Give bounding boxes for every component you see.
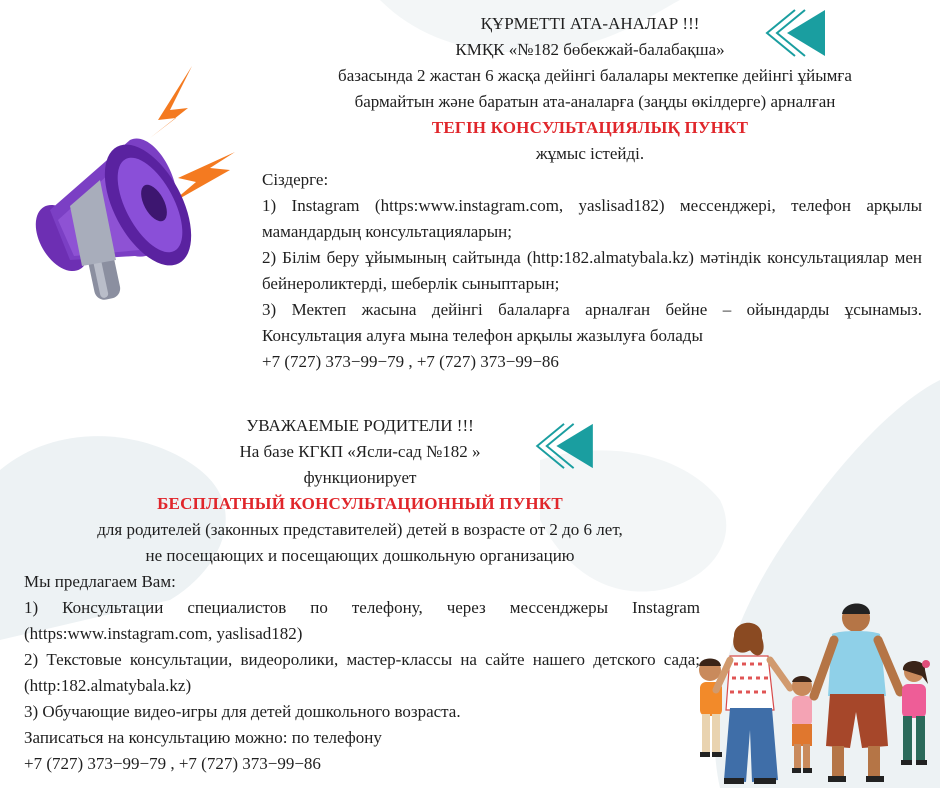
kz-highlight: ТЕГІН КОНСУЛЬТАЦИЯЛЫҚ ПУНКТ — [431, 118, 749, 137]
ru-line1: для родителей (законных представителей) детей в возрасте от 2 до 6 лет, — [97, 520, 623, 539]
kz-item-2: 2) Білім беру ұйымының сайтында (http:182.almatybala.kz) мәтіндік консультациялар мен бейнероликтерді, шеберлік сыныптарын; — [262, 248, 922, 293]
ru-item-3: 3) Обучающие видео-игры для детей дошкольного возраста. — [24, 702, 461, 721]
kz-line2: бармайтын және баратын ата-аналарға (заңды өкілдерге) арналған — [354, 92, 836, 111]
ru-item-2: 2) Текстовые консультации, видеоролики, мастер-классы на сайте нашего детского сада; (http:182.almatybala.kz) — [24, 650, 700, 695]
ru-org: На базе КГКП «Ясли-сад №182 » — [239, 442, 481, 461]
ru-phones: +7 (727) 373−99−79 , +7 (727) 373−99−86 — [24, 754, 321, 773]
ru-works: функционирует — [303, 468, 417, 487]
chevron-arrows-icon — [535, 422, 595, 470]
kz-offer-intro: Сіздерге: — [262, 170, 329, 189]
ru-signup: Записаться на консультацию можно: по телефону — [24, 728, 382, 747]
kz-org: КМҚК «№182 бөбекжай-балабақша» — [455, 40, 725, 59]
kz-phones: +7 (727) 373−99−79 , +7 (727) 373−99−86 — [262, 352, 559, 371]
family-illustration — [690, 600, 938, 788]
ru-highlight: БЕСПЛАТНЫЙ КОНСУЛЬТАЦИОННЫЙ ПУНКТ — [157, 494, 563, 513]
kz-line1: базасында 2 жастан 6 жасқа дейінгі балалары мектепке дейінгі ұйымға — [338, 66, 852, 85]
kz-works: жұмыс істейді. — [535, 144, 645, 163]
kz-item-3: 3) Мектеп жасына дейінгі балаларға арналған бейне – ойындарды ұсынамыз. Консультация алуға мына телефон арқылы жазылуға болады — [262, 300, 922, 345]
ru-item-1: 1) Консультации специалистов по телефону, через мессенджеры Instagram (https:www.instagram.com, yaslisad182) — [24, 598, 700, 643]
ru-line2: не посещающих и посещающих дошкольную организацию — [145, 546, 575, 565]
kz-item-1: 1) Instagram (https:www.instagram.com, yaslisad182) мессенджері, телефон арқылы мамандардың консультацияларын; — [262, 196, 922, 241]
kz-heading: ҚҰРМЕТТІ АТА-АНАЛАР !!! — [480, 14, 700, 33]
megaphone-icon — [30, 60, 240, 310]
ru-heading: УВАЖАЕМЫЕ РОДИТЕЛИ !!! — [246, 416, 474, 435]
ru-offer-intro: Мы предлагаем Вам: — [24, 572, 176, 591]
